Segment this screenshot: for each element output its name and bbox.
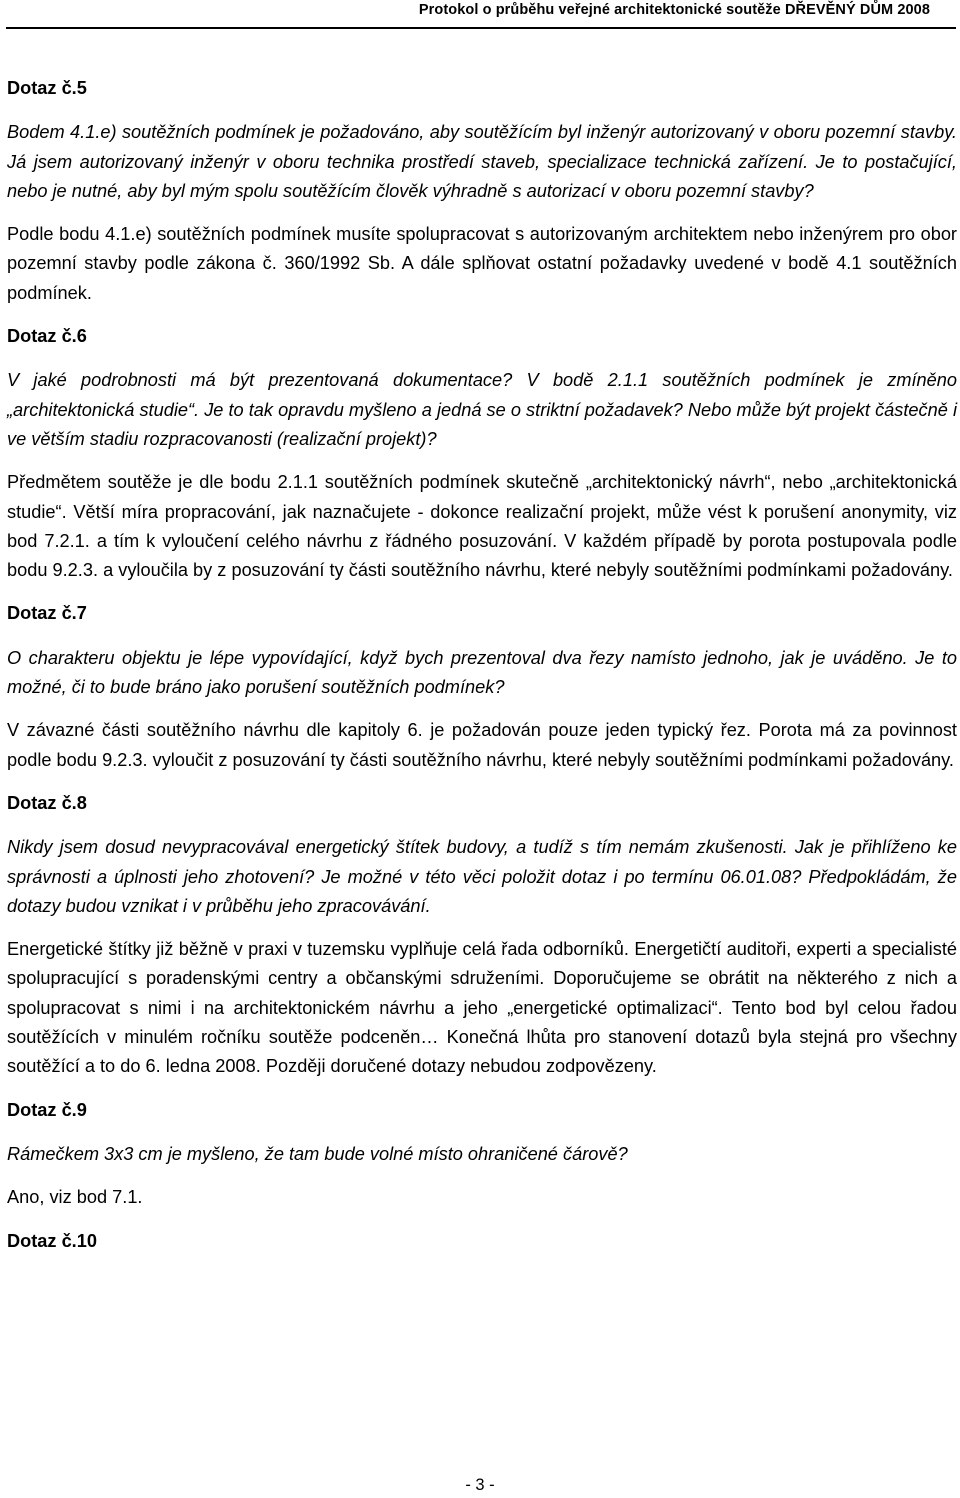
question-heading: Dotaz č.8 xyxy=(7,792,87,813)
question-heading: Dotaz č.5 xyxy=(7,78,87,98)
page-number: - 3 - xyxy=(465,1476,495,1494)
question-8 xyxy=(7,789,957,1082)
question-10 xyxy=(7,1227,957,1256)
document-body xyxy=(7,74,957,1271)
answer-text: Energetické štítky již běžně v praxi v tuzemsku vyplňuje celá řada odborníků. Energetičtí auditoři, experti a specialisté spolupracující s poradenskými centry a občanskými sdruženími. Doporučujeme se obrátit na některého z nich a spolupracovat s nimi i na architektonickém návrhu a jeho „energetické optimalizaci“. Tento bod byl celou řadou soutěžících v minulém ročníku soutěže podceněn… Konečná lhůta pro stanovení dotazů byla stejná pro všechny soutěžící a to do 6. ledna 2008. Později doručené dotazy nebudou zodpovězeny. xyxy=(7,939,957,1077)
question-text: V jaké podrobnosti má být prezentovaná dokumentace? V bodě 2.1.1 soutěžních podmínek je zmíněno „architektonická studie“. Je to tak opravdu myšleno a jedná se o striktní požadavek? Nebo může být projekt částečně i ve větším stadiu rozpracovanosti (realizační projekt)? xyxy=(7,370,957,449)
question-text: Bodem 4.1.e) soutěžních podmínek je požadováno, aby soutěžícím byl inženýr autorizovaný v oboru pozemní stavby. Já jsem autorizovaný inženýr v oboru technika prostředí staveb, specializace technická zařízení. Je to postačující, nebo je nutné, aby byl mým spolu soutěžícím člověk výhradně s autorizací v oboru pozemní stavby? xyxy=(7,122,957,201)
question-6 xyxy=(7,322,957,585)
question-heading: Dotaz č.6 xyxy=(7,326,87,347)
question-heading: Dotaz č.7 xyxy=(7,603,87,624)
answer-text: V závazné části soutěžního návrhu dle kapitoly 6. je požadován pouze jeden typický řez. Porota má za povinnost podle bodu 9.2.3. vyloučit z posuzování ty části soutěžního návrhu, které nebyly soutěžními podmínkami požadovány. xyxy=(7,720,957,770)
question-heading: Dotaz č.9 xyxy=(7,1099,87,1120)
answer-text: Ano, viz bod 7.1. xyxy=(7,1187,143,1208)
question-text: O charakteru objektu je lépe vypovídající, když bych prezentoval dva řezy namísto jednoho, jak je uváděno. Je to možné, či to bude bráno jako porušení soutěžních podmínek? xyxy=(7,647,957,698)
question-heading: Dotaz č.10 xyxy=(7,1230,97,1251)
answer-text: Podle bodu 4.1.e) soutěžních podmínek musíte spolupracovat s autorizovaným architektem nebo inženýrem pro obor pozemní stavby podle zákona č. 360/1992 Sb. A dále splňovat ostatní požadavky uvedené v bodě 4.1 soutěžních podmínek. xyxy=(7,224,957,303)
question-text: Nikdy jsem dosud nevypracovával energetický štítek budovy, a tudíž s tím nemám zkušenosti. Jak je přihlíženo ke správnosti a úplnosti jeho zhotovení? Je možné v této věci položit dotaz i po termínu 06.01.08? Předpokládám, že dotazy budou vznikat i v průběhu jeho zpracovávání. xyxy=(7,837,957,916)
answer-text: Předmětem soutěže je dle bodu 2.1.1 soutěžních podmínek skutečně „architektonický návrh“, nebo „architektonická studie“. Větší míra propracování, jak naznačujete - dokonce realizační projekt, může vést k porušení anonymity, viz bod 7.2.1. a tím k vyloučení celého návrhu z řádného posuzování. V každém případě by porota postupovala podle bodu 9.2.3. a vyloučila by z posuzování ty části soutěžního návrhu, které nebyly soutěžními podmínkami požadovány. xyxy=(7,472,957,581)
question-text: Rámečkem 3x3 cm je myšleno, že tam bude volné místo ohraničené čárově? xyxy=(7,1143,628,1164)
header-rule xyxy=(6,27,956,29)
question-7 xyxy=(7,599,957,774)
question-9 xyxy=(7,1096,957,1213)
document-header-title: Protokol o průběhu veřejné architektonické soutěže DŘEVĚNÝ DŮM 2008 xyxy=(418,2,930,18)
question-5 xyxy=(7,74,957,308)
